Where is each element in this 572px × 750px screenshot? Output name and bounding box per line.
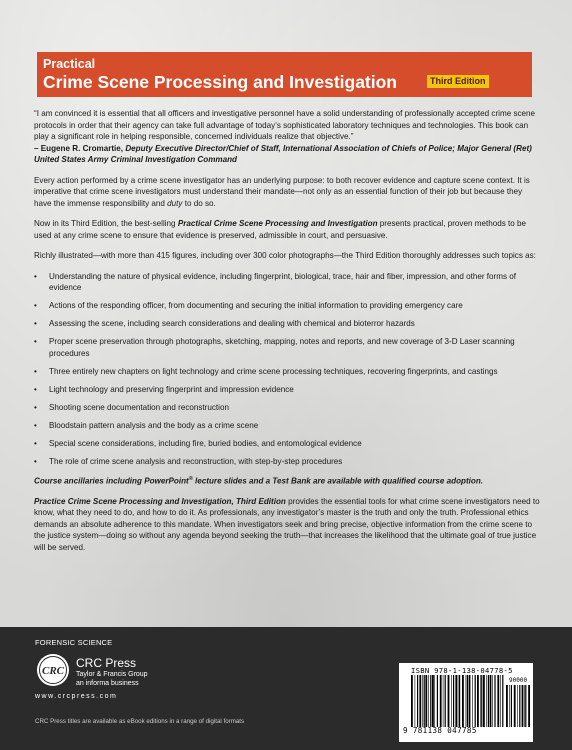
quote-author: – Eugene R. Cromartie, [34,143,124,153]
crc-press-logo [36,653,70,687]
publisher-website: www.crcpress.com [35,693,118,700]
logo-text: CRC [41,665,65,677]
barcode-bars [411,675,505,727]
paragraph-edition [34,218,540,241]
list-item: • Shooting scene documentation and reconstruction [34,402,540,414]
endorsement-quote [34,108,540,166]
edition-badge: Third Edition [427,75,489,88]
quote-text: “I am convinced it is essential that all officers and investigative personnel have a solid understanding of professionally accepted crime scene protocols in order that their agency can take full advantage of today’s sophisticated laboratory techniques and technologies. This book can play a significant role in helping responsible, concerned individuals realize that objective.” [34,109,536,141]
para2-text: Now in its Third Edition, the best-selling [34,219,178,228]
isbn-number: ISBN 978-1-138-04778-5 [411,666,513,675]
price-barcode-bars [506,685,530,727]
back-cover-text [34,108,540,562]
ebook-note: CRC Press titles are available as eBook editions in a range of digital formats [35,718,245,725]
ancillary-note [34,474,540,487]
footer-band [0,627,572,750]
paragraph-topics-intro: Richly illustrated—with more than 415 figures, including over 300 color photographs—the Third Edition thoroughly addresses such topics as: [34,251,536,260]
subject-category: FORENSIC SCIENCE [35,638,113,647]
list-item: • Assessing the scene, including search considerations and dealing with chemical and bioterror hazards [34,318,540,330]
para1-text: Every action performed by a crime scene investigator has an underlying purpose: to both recover evidence and capture scene context. It is imperative that crime scene investigators must understand their mandate—not only as an essential function of their job but because they have the immense responsibility and [34,175,530,208]
list-item: • The role of crime scene analysis and reconstruction, with step-by-step procedures [34,456,540,468]
publisher-group: Taylor & Francis Group [76,671,148,678]
para1-emphasis: duty [167,198,183,208]
para2-book-title: Practical Crime Scene Processing and Investigation [177,219,378,228]
ancillary-text: Course ancillaries including PowerPoint [34,476,189,486]
para1-text-end: to do so. [182,198,216,208]
list-item: • Understanding the nature of physical evidence, including fingerprint, biological, trace, hair and fiber, impression, and other forms of evidence [34,271,540,294]
list-item: • Bloodstain pattern analysis and the body as a crime scene [34,420,540,432]
quote-author-title: Deputy Executive Director/Chief of Staff, International Association of Chiefs of Police; Major General (Ret) United States Army Criminal Investigation Command [34,143,532,164]
paragraph-closing [34,496,540,554]
topics-list [34,271,540,468]
registered-mark: ® [188,475,193,482]
closing-text: provides the essential tools for what crime scene investigators need to know, what they need to do, and how to do it. As professionals, any investigator’s master is the truth and only the truth. Professional ethics demands an absolute adherence to this mandate. When investigators seek and bring precise, objective information from the crime scene to the justice system—doing so without any agenda beyond seeking the truth—that increases the likelihood that the ultimate goal of true justice will be served. [34,496,540,552]
closing-book-title: Practice Crime Scene Processing and Investigation, Third Edition [34,496,286,506]
series-label: Practical [43,57,96,71]
list-item: • Special scene considerations, including fire, buried bodies, and entomological evidence [34,438,540,450]
barcode-digits: 9 781138 047785 [403,726,477,735]
publisher-business: an informa business [76,680,139,687]
ancillary-text-end: lecture slides and a Test Bank are available with qualified course adoption. [192,476,484,486]
quote-attribution [34,144,532,165]
list-item: • Three entirely new chapters on light technology and crime scene processing techniques, recovering fingerprints, and castings [34,366,540,378]
para2-text-end: presents practical, proven methods to be used at any crime scene to ensure that evidence is preserved, admissible in court, and persuasive. [34,219,527,240]
list-item: • Proper scene preservation through photographs, sketching, mapping, notes and reports, and new coverage of 3-D Laser scanning procedures [34,336,540,359]
paragraph-purpose [34,175,540,210]
publisher-name: CRC Press [76,656,137,670]
list-item: • Light technology and preserving fingerprint and impression evidence [34,384,540,396]
isbn-barcode [399,663,533,742]
list-item: • Actions of the responding officer, from documenting and securing the initial information to providing emergency care [34,300,540,312]
price-code: 90000 [509,677,528,684]
book-title: Crime Scene Processing and Investigation [43,72,397,92]
